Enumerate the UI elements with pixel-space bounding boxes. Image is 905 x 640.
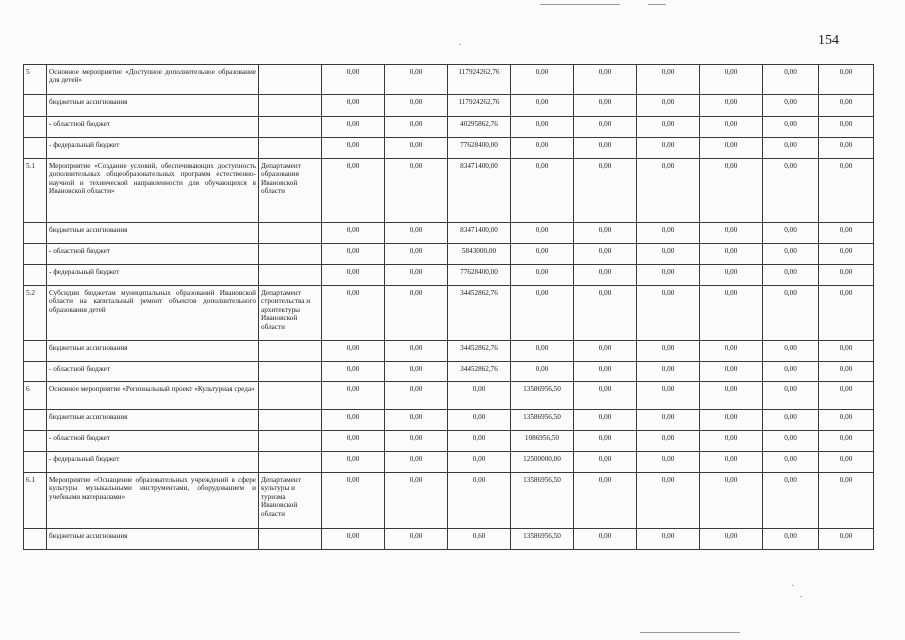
row-label-cell: Основное мероприятие «Доступное дополнительное образование для детей» (47, 65, 259, 95)
value-cell: 0,00 (322, 382, 385, 410)
table-row (24, 473, 874, 529)
value-cell: 0,00 (763, 410, 819, 431)
value-cell: 0,00 (322, 529, 385, 550)
value-cell: 0,00 (819, 362, 874, 382)
value-cell: 0,00 (511, 223, 574, 244)
value-cell: 0,00 (763, 244, 819, 265)
value-cell: 0,00 (637, 286, 700, 341)
value-cell: 0,00 (385, 362, 448, 382)
value-cell: 117924262,76 (448, 65, 511, 95)
value-cell: 0,00 (637, 362, 700, 382)
value-cell: 13586956,50 (511, 410, 574, 431)
value-cell: 0,00 (322, 341, 385, 362)
table-row (24, 223, 874, 244)
scan-artifact-line (648, 4, 666, 5)
row-index-cell (24, 410, 47, 431)
value-cell: 0,00 (385, 431, 448, 452)
value-cell: 0,00 (763, 286, 819, 341)
value-cell: 0,00 (700, 529, 763, 550)
scan-artifact-dot (792, 585, 794, 586)
value-cell: 0,00 (700, 244, 763, 265)
value-cell: 0,00 (637, 473, 700, 529)
value-cell: 0,00 (511, 138, 574, 159)
value-cell: 0,00 (819, 473, 874, 529)
value-cell: 0,00 (763, 452, 819, 473)
row-label-cell: Мероприятие «Создание условий, обеспечивающих доступность дополнительных общеобразовательных программ естественно-научной и технической направленности для обучающихся в Ивановской области» (47, 159, 259, 223)
value-cell: 0,00 (700, 265, 763, 286)
value-cell: 0,00 (448, 452, 511, 473)
table-row (24, 410, 874, 431)
value-cell: 0,00 (637, 159, 700, 223)
value-cell: 0,00 (511, 65, 574, 95)
value-cell: 0,00 (763, 431, 819, 452)
row-index-cell: 6 (24, 382, 47, 410)
row-org-cell (259, 138, 322, 159)
value-cell: 0,00 (385, 244, 448, 265)
value-cell: 0,00 (385, 223, 448, 244)
row-index-cell (24, 244, 47, 265)
value-cell: 0,00 (700, 138, 763, 159)
value-cell: 0,00 (819, 431, 874, 452)
value-cell: 0,00 (637, 95, 700, 117)
value-cell: 0,00 (511, 286, 574, 341)
value-cell: 0,00 (700, 382, 763, 410)
row-label-cell: бюджетные ассигнования (47, 410, 259, 431)
value-cell: 0,00 (322, 159, 385, 223)
value-cell: 0,00 (763, 529, 819, 550)
value-cell: 0,00 (700, 410, 763, 431)
value-cell: 83471400,00 (448, 223, 511, 244)
value-cell: 13586956,50 (511, 382, 574, 410)
budget-table (23, 64, 874, 550)
table-row (24, 159, 874, 223)
value-cell: 0,00 (819, 159, 874, 223)
row-label-cell: Основное мероприятие «Региональный проект «Культурная среда» (47, 382, 259, 410)
value-cell: 0,00 (637, 382, 700, 410)
value-cell: 0,00 (322, 95, 385, 117)
row-index-cell: 5 (24, 65, 47, 95)
table-row (24, 95, 874, 117)
value-cell: 0,00 (637, 341, 700, 362)
row-index-cell: 5.1 (24, 159, 47, 223)
value-cell: 0,00 (763, 382, 819, 410)
row-label-cell: бюджетные ассигнования (47, 95, 259, 117)
value-cell: 13586956,50 (511, 529, 574, 550)
value-cell: 0,00 (574, 452, 637, 473)
value-cell: 0,00 (700, 65, 763, 95)
value-cell: 0,00 (763, 223, 819, 244)
value-cell: 0,00 (637, 431, 700, 452)
value-cell: 0,00 (511, 95, 574, 117)
value-cell: 0,00 (511, 159, 574, 223)
table-row (24, 65, 874, 95)
value-cell: 0,00 (574, 244, 637, 265)
value-cell: 0,00 (385, 452, 448, 473)
row-org-cell: Департамент образования Ивановской области (259, 159, 322, 223)
value-cell: 0,00 (448, 410, 511, 431)
value-cell: 0,00 (322, 452, 385, 473)
value-cell: 0,00 (700, 473, 763, 529)
row-org-cell: Департамент строительства и архитектуры Ивановской области (259, 286, 322, 341)
row-org-cell (259, 117, 322, 138)
value-cell: 0,00 (322, 65, 385, 95)
row-org-cell (259, 341, 322, 362)
value-cell: 0,00 (637, 117, 700, 138)
table-row (24, 431, 874, 452)
row-org-cell (259, 244, 322, 265)
value-cell: 0,00 (700, 159, 763, 223)
value-cell: 0,00 (322, 473, 385, 529)
value-cell: 0,00 (511, 117, 574, 138)
row-index-cell (24, 529, 47, 550)
row-label-cell: бюджетные ассигнования (47, 223, 259, 244)
value-cell: 0,00 (574, 529, 637, 550)
value-cell: 117924262,76 (448, 95, 511, 117)
row-org-cell (259, 65, 322, 95)
value-cell: 0,00 (700, 341, 763, 362)
row-index-cell (24, 362, 47, 382)
value-cell: 0,00 (322, 362, 385, 382)
value-cell: 0,00 (385, 341, 448, 362)
row-index-cell: 6.1 (24, 473, 47, 529)
value-cell: 0,00 (322, 223, 385, 244)
table-row (24, 529, 874, 550)
row-org-cell: Департамент культуры и туризма Ивановской области (259, 473, 322, 529)
value-cell: 0,00 (819, 265, 874, 286)
value-cell: 0,00 (574, 362, 637, 382)
value-cell: 40295862,76 (448, 117, 511, 138)
value-cell: 0,00 (819, 286, 874, 341)
row-index-cell (24, 452, 47, 473)
value-cell: 0,00 (763, 473, 819, 529)
row-org-cell (259, 95, 322, 117)
value-cell: 0,00 (448, 382, 511, 410)
value-cell: 0,00 (763, 159, 819, 223)
value-cell: 0,00 (574, 117, 637, 138)
value-cell: 34452862,76 (448, 362, 511, 382)
row-org-cell (259, 410, 322, 431)
value-cell: 0,00 (819, 95, 874, 117)
value-cell: 0,00 (322, 286, 385, 341)
value-cell: 77628400,00 (448, 138, 511, 159)
row-org-cell (259, 431, 322, 452)
value-cell: 12500000,00 (511, 452, 574, 473)
value-cell: 0,00 (763, 362, 819, 382)
value-cell: 0,00 (637, 410, 700, 431)
table-row (24, 362, 874, 382)
row-label-cell: - областной бюджет (47, 244, 259, 265)
value-cell: 0,00 (511, 341, 574, 362)
value-cell: 83471400,00 (448, 159, 511, 223)
value-cell: 0,00 (574, 341, 637, 362)
value-cell: 0,00 (511, 362, 574, 382)
value-cell: 0,00 (700, 362, 763, 382)
row-label-cell: бюджетные ассигнования (47, 529, 259, 550)
table-row (24, 341, 874, 362)
value-cell: 0,00 (637, 529, 700, 550)
value-cell: 0,00 (637, 244, 700, 265)
value-cell: 0,00 (322, 265, 385, 286)
value-cell: 1086956,50 (511, 431, 574, 452)
value-cell: 0,00 (819, 410, 874, 431)
value-cell: 0,00 (448, 431, 511, 452)
value-cell: 0,00 (385, 117, 448, 138)
table-row (24, 138, 874, 159)
value-cell: 0,00 (763, 265, 819, 286)
value-cell: 0,00 (574, 286, 637, 341)
value-cell: 0,60 (448, 529, 511, 550)
row-label-cell: - областной бюджет (47, 431, 259, 452)
value-cell: 0,00 (819, 529, 874, 550)
value-cell: 0,00 (700, 286, 763, 341)
value-cell: 0,00 (385, 65, 448, 95)
value-cell: 0,00 (511, 244, 574, 265)
value-cell: 34452862,76 (448, 286, 511, 341)
scan-artifact-line (640, 632, 740, 633)
value-cell: 0,00 (385, 473, 448, 529)
table-row (24, 117, 874, 138)
page-number: 154 (818, 33, 839, 48)
value-cell: 0,00 (819, 341, 874, 362)
value-cell: 77628400,00 (448, 265, 511, 286)
row-org-cell (259, 223, 322, 244)
value-cell: 0,00 (819, 244, 874, 265)
row-label-cell: - федеральный бюджет (47, 138, 259, 159)
scan-artifact-dot (800, 596, 802, 597)
value-cell: 0,00 (385, 95, 448, 117)
row-label-cell: бюджетные ассигнования (47, 341, 259, 362)
row-index-cell (24, 138, 47, 159)
value-cell: 0,00 (763, 95, 819, 117)
row-org-cell (259, 452, 322, 473)
scan-artifact-dot (459, 44, 461, 45)
value-cell: 0,00 (322, 431, 385, 452)
value-cell: 0,00 (385, 265, 448, 286)
value-cell: 0,00 (763, 65, 819, 95)
value-cell: 0,00 (763, 341, 819, 362)
value-cell: 0,00 (385, 159, 448, 223)
row-index-cell (24, 265, 47, 286)
scan-artifact-line (540, 4, 620, 5)
row-label-cell: - федеральный бюджет (47, 265, 259, 286)
row-index-cell: 5.2 (24, 286, 47, 341)
value-cell: 0,00 (700, 117, 763, 138)
value-cell: 0,00 (322, 138, 385, 159)
value-cell: 0,00 (763, 117, 819, 138)
value-cell: 0,00 (819, 223, 874, 244)
value-cell: 0,00 (574, 410, 637, 431)
row-index-cell (24, 431, 47, 452)
value-cell: 0,00 (763, 138, 819, 159)
value-cell: 0,00 (819, 452, 874, 473)
row-index-cell (24, 117, 47, 138)
value-cell: 0,00 (385, 138, 448, 159)
row-label-cell: - федеральный бюджет (47, 452, 259, 473)
table-row (24, 382, 874, 410)
value-cell: 0,00 (574, 223, 637, 244)
value-cell: 0,00 (385, 382, 448, 410)
row-index-cell (24, 95, 47, 117)
value-cell: 0,00 (700, 452, 763, 473)
value-cell: 0,00 (385, 410, 448, 431)
value-cell: 0,00 (819, 117, 874, 138)
value-cell: 0,00 (637, 265, 700, 286)
value-cell: 0,00 (819, 65, 874, 95)
value-cell: 0,00 (322, 244, 385, 265)
row-label-cell: Субсидии бюджетам муниципальных образований Ивановской области на капитальный ремонт объектов дополнительного образования детей (47, 286, 259, 341)
value-cell: 0,00 (574, 265, 637, 286)
value-cell: 0,00 (700, 431, 763, 452)
value-cell: 34452862,76 (448, 341, 511, 362)
value-cell: 0,00 (385, 529, 448, 550)
value-cell: 0,00 (322, 410, 385, 431)
value-cell: 0,00 (700, 95, 763, 117)
row-label-cell: Мероприятие «Оснащение образовательных учреждений в сфере культуры музыкальными инструментами, оборудованием и учебными материалами» (47, 473, 259, 529)
value-cell: 0,00 (322, 117, 385, 138)
row-org-cell (259, 265, 322, 286)
value-cell: 0,00 (637, 452, 700, 473)
value-cell: 0,00 (819, 382, 874, 410)
value-cell: 0,00 (574, 159, 637, 223)
row-label-cell: - областной бюджет (47, 117, 259, 138)
table-row (24, 452, 874, 473)
row-org-cell (259, 382, 322, 410)
row-org-cell (259, 362, 322, 382)
value-cell: 13586956,50 (511, 473, 574, 529)
value-cell: 0,00 (637, 65, 700, 95)
value-cell: 0,00 (574, 95, 637, 117)
value-cell: 5843000,00 (448, 244, 511, 265)
value-cell: 0,00 (385, 286, 448, 341)
value-cell: 0,00 (574, 431, 637, 452)
value-cell: 0,00 (819, 138, 874, 159)
value-cell: 0,00 (637, 138, 700, 159)
row-org-cell (259, 529, 322, 550)
value-cell: 0,00 (574, 65, 637, 95)
value-cell: 0,00 (511, 265, 574, 286)
table-row (24, 244, 874, 265)
table-row (24, 265, 874, 286)
table-row (24, 286, 874, 341)
row-index-cell (24, 223, 47, 244)
row-index-cell (24, 341, 47, 362)
value-cell: 0,00 (637, 223, 700, 244)
row-label-cell: - областной бюджет (47, 362, 259, 382)
value-cell: 0,00 (574, 138, 637, 159)
value-cell: 0,00 (574, 473, 637, 529)
value-cell: 0,00 (448, 473, 511, 529)
value-cell: 0,00 (574, 382, 637, 410)
value-cell: 0,00 (700, 223, 763, 244)
